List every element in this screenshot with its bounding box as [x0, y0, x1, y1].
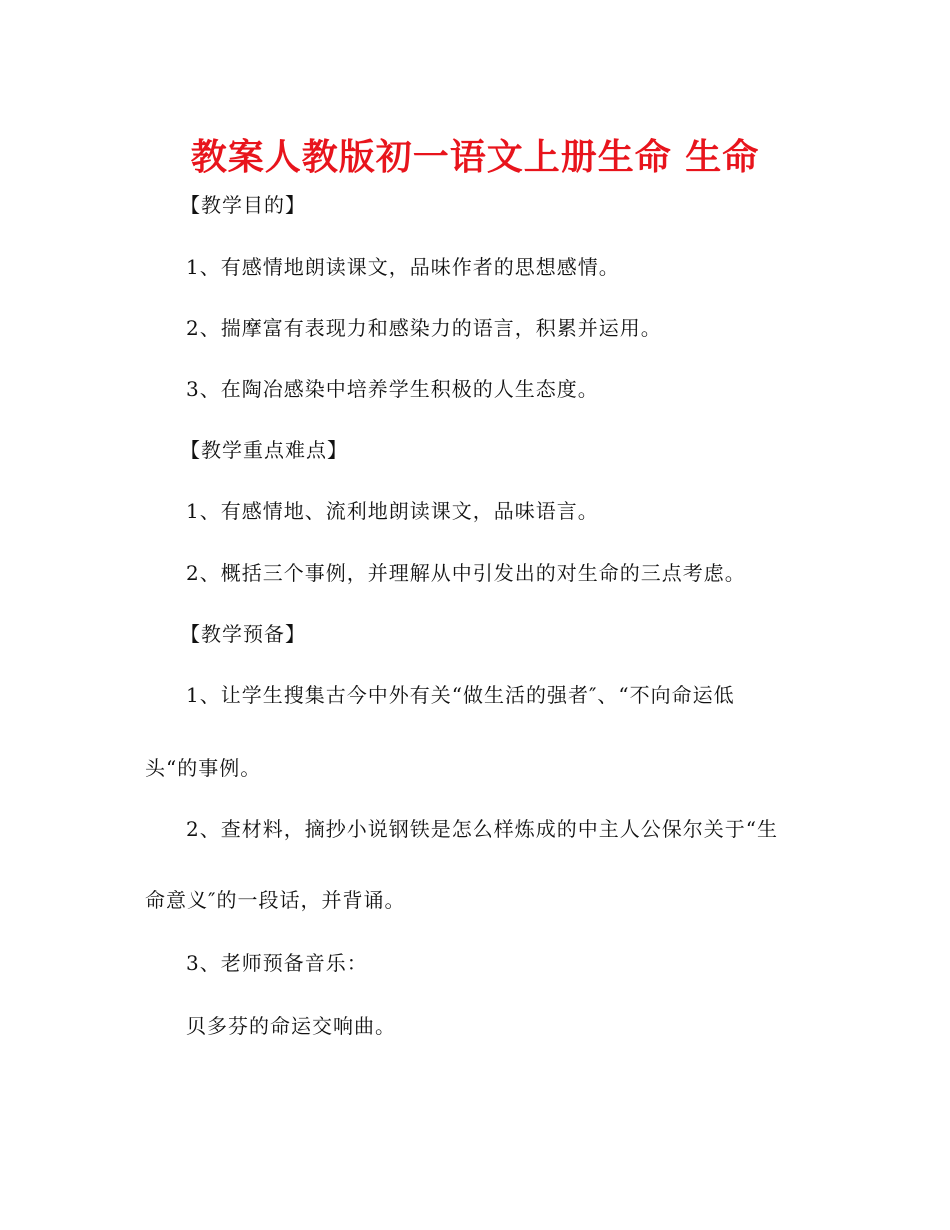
preparation-item-1-line-2: 头“的事例。 [145, 756, 262, 780]
preparation-item-3-detail: 贝多芬的命运交响曲。 [186, 1014, 396, 1038]
key-point-item-2: 2、概括三个事例，并理解从中引发出的对生命的三点考虑。 [186, 561, 746, 585]
preparation-item-1-line-1: 1、让学生搜集古今中外有关“做生活的强者″、“不向命运低 [186, 683, 735, 707]
preparation-item-2-line-2: 命意义″的一段话，并背诵。 [145, 888, 406, 912]
objective-item-1: 1、有感情地朗读课文，品味作者的思想感情。 [186, 255, 620, 279]
document-title: 教案人教版初一语文上册生命 生命 [190, 137, 760, 178]
objective-item-2: 2、揣摩富有表现力和感染力的语言，积累并运用。 [186, 316, 662, 340]
objectives-heading: 【教学目的】 [180, 193, 306, 217]
preparation-item-2-line-1: 2、查材料，摘抄小说钢铁是怎么样炼成的中主人公保尔关于“生 [186, 817, 778, 841]
key-points-heading: 【教学重点难点】 [180, 438, 348, 462]
preparation-heading: 【教学预备】 [180, 622, 306, 646]
preparation-item-3: 3、老师预备音乐： [186, 951, 368, 975]
key-point-item-1: 1、有感情地、流利地朗读课文，品味语言。 [186, 499, 599, 523]
objective-item-3: 3、在陶冶感染中培养学生积极的人生态度。 [186, 377, 599, 401]
